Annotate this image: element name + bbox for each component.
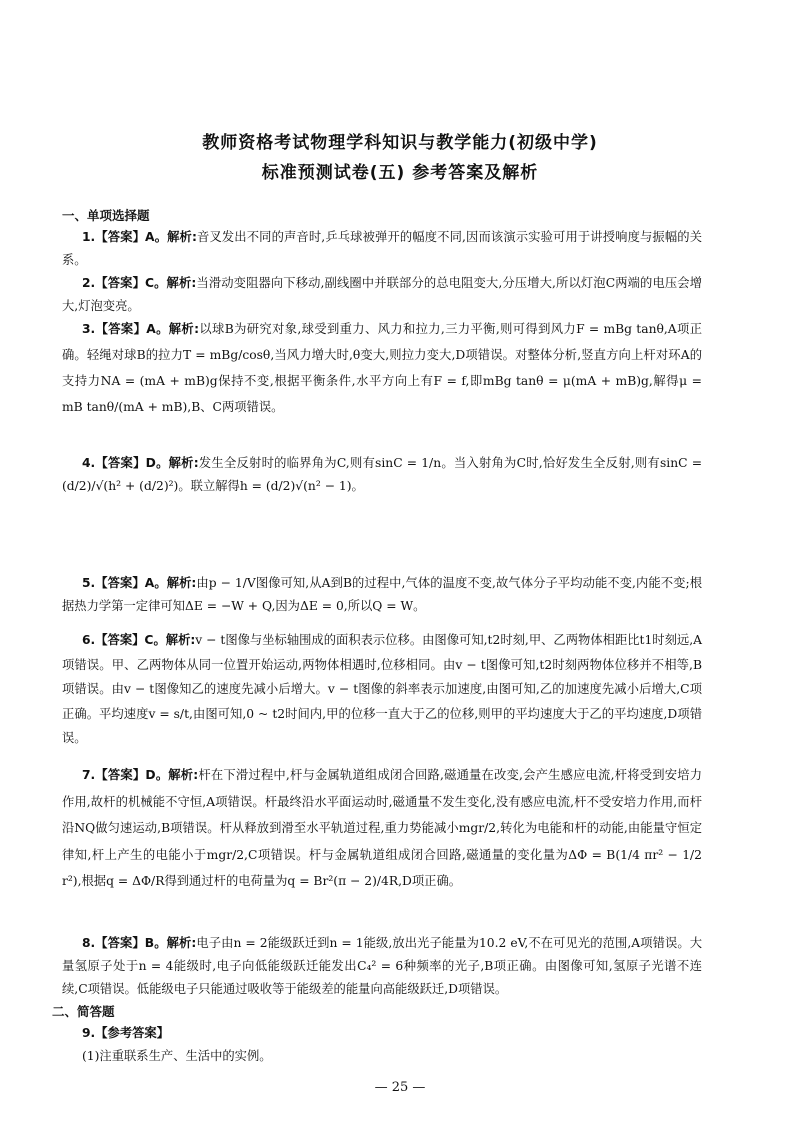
answer-tag: 9.【参考答案】	[82, 1026, 170, 1040]
answer-tag: 2.【答案】C。解析:	[82, 276, 197, 290]
section-heading-short-answer: 二、简答题	[52, 1004, 115, 1019]
answer-item-1	[62, 226, 702, 272]
page-number: — 25 —	[374, 1080, 426, 1095]
answer-tag: 4.【答案】D。解析:	[82, 456, 199, 470]
page-subtitle: 标准预测试卷(五) 参考答案及解析	[261, 163, 539, 183]
answer-text: v − t图像与坐标轴围成的面积表示位移。由图像可知,t2时刻,甲、乙两物体相距比t1时刻远,A项错误。甲、乙两物体从同一位置开始运动,两物体相遇时,位移相同。由v − t图像可知,t2时刻两物体位移并不相等,B项错误。由v − t图像知乙的速度先减小后增大。v − t图像的斜率表示加速度,由图可知,乙的加速度先减小后增大,C项正确。平均速度v = s/t,由图可知,0 ~ t2时间内,甲的位移一直大于乙的位移,则甲的平均速度大于乙的平均速度,D项错误。	[62, 633, 703, 745]
answer-text: 杆在下滑过程中,杆与金属轨道组成闭合回路,磁通量在改变,会产生感应电流,杆将受到安培力作用,故杆的机械能不守恒,A项错误。杆最终沿水平面运动时,磁通量不发生变化,没有感应电流,杆不受安培力作用,而杆沿NQ做匀速运动,B项错误。杆从释放到滑至水平轨道过程,重力势能减小mgr/2,转化为电能和杆的动能,由能量守恒定律知,杆上产生的电能小于mgr/2,C项错误。杆与金属轨道组成闭合回路,磁通量的变化量为ΔΦ = B(1/4 πr² − 1/2 r²),根据q = ΔΦ/R得到通过杆的电荷量为q = Br²(π − 2)/4R,D项正确。	[62, 768, 703, 888]
answer-text: 由p − 1/V图像可知,从A到B的过程中,气体的温度不变,故气体分子平均动能不变,内能不变;根据热力学第一定律可知ΔE = −W + Q,因为ΔE = 0,所以Q = W。	[62, 576, 702, 613]
answer-tag: 8.【答案】B。解析:	[82, 936, 197, 950]
answer-item-9	[62, 1022, 702, 1068]
answer-tag: 3.【答案】A。解析:	[82, 322, 200, 336]
answer-tag: 5.【答案】A。解析:	[82, 576, 197, 590]
answer-text: 发生全反射时的临界角为C,则有sinC = 1/n。当入射角为C时,恰好发生全反射,则有sinC = (d/2)/√(h² + (d/2)²)。联立解得h = (d/2)√(n² − 1)。	[62, 456, 702, 493]
answer-tag: 1.【答案】A。解析:	[82, 230, 197, 244]
answer-tag: 7.【答案】D。解析:	[82, 768, 199, 782]
answer-item-3	[62, 316, 702, 420]
page-title: 教师资格考试物理学科知识与教学能力(初级中学)	[202, 133, 598, 153]
answer-text: 电子由n = 2能级跃迁到n = 1能级,放出光子能量为10.2 eV,不在可见光的范围,A项错误。大量氢原子处于n = 4能级时,电子向低能级跃迁能发出C₄² = 6种频率的光子,B项正确。由图像可知,氢原子光谱不连续,C项错误。低能级电子只能通过吸收等于能级差的能量向高能级跃迁,D项错误。	[62, 936, 702, 996]
answer-line: (1)注重联系生产、生活中的实例。	[82, 1049, 272, 1063]
answer-item-4	[62, 452, 702, 498]
answer-item-5	[62, 572, 702, 618]
answer-item-6	[62, 628, 702, 751]
answer-item-2	[62, 272, 702, 318]
answer-text: 音叉发出不同的声音时,乒乓球被弹开的幅度不同,因而该演示实验可用于讲授响度与振幅的关系。	[62, 230, 702, 267]
answer-tag: 6.【答案】C。解析:	[82, 633, 196, 647]
section-heading-single-choice: 一、单项选择题	[62, 208, 150, 223]
answer-item-7	[62, 762, 702, 895]
answer-text: 当滑动变阻器向下移动,副线圈中并联部分的总电阻变大,分压增大,所以灯泡C两端的电压会增大,灯泡变亮。	[62, 276, 702, 313]
answer-text: 以球B为研究对象,球受到重力、风力和拉力,三力平衡,则可得到风力F = mBg tanθ,A项正确。轻绳对球B的拉力T = mBg/cosθ,当风力增大时,θ变大,则拉力变大,D项错误。对整体分析,竖直方向上杆对环A的支持力NA = (mA + mB)g保持不变,根据平衡条件,水平方向上有F = f,即mBg tanθ = μ(mA + mB)g,解得μ = mB tanθ/(mA + mB),B、C两项错误。	[62, 322, 702, 414]
answer-item-8	[62, 932, 702, 1001]
